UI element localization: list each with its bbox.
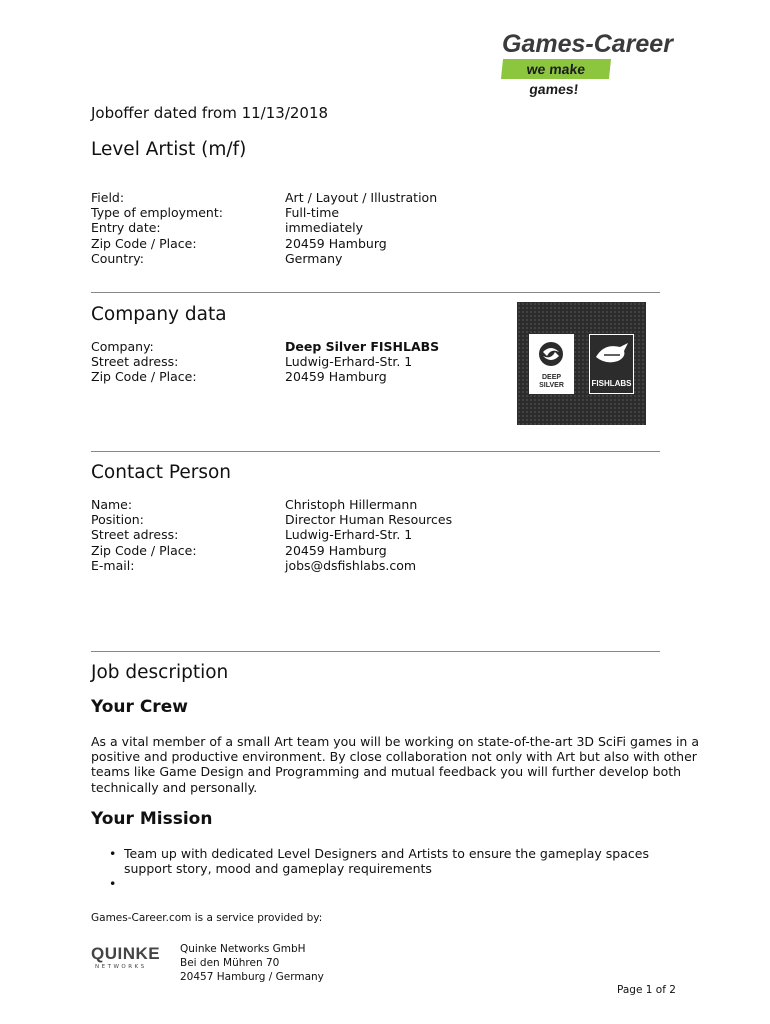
detail-label: Company: [91, 339, 154, 354]
bullet-icon: • [109, 846, 117, 861]
service-note: Games-Career.com is a service provided by: [91, 912, 323, 924]
games-career-logo [502, 30, 732, 97]
detail-value: Christoph Hillermann [285, 497, 418, 512]
shark-icon [590, 335, 633, 375]
detail-value: immediately [285, 220, 364, 236]
detail-value: Ludwig-Erhard-Str. 1 [285, 354, 413, 370]
job-details [91, 190, 437, 266]
detail-label: Zip Code / Place: [91, 369, 197, 385]
address-line: 20457 Hamburg / Germany [180, 971, 324, 983]
detail-row-employment [91, 205, 437, 220]
address-line: Bei den Mühren 70 [180, 957, 280, 969]
detail-value: 20459 Hamburg [285, 235, 387, 251]
detail-value: 20459 Hamburg [285, 369, 387, 385]
detail-label: Entry date: [91, 220, 161, 236]
quinke-logo-sub: NETWORKS [95, 964, 147, 970]
divider [91, 451, 660, 452]
logo-text-fishlabs: FISHLABS [591, 379, 632, 388]
list-item [91, 846, 691, 876]
detail-value: Full-time [285, 205, 340, 221]
detail-label: Country: [91, 250, 144, 266]
detail-value: Ludwig-Erhard-Str. 1 [285, 527, 413, 543]
quinke-logo [91, 944, 161, 970]
detail-row-field [91, 190, 437, 205]
contact-details [91, 497, 452, 573]
detail-label: E-mail: [91, 557, 135, 573]
contact-row-zip [91, 543, 452, 558]
bullet-icon: • [109, 876, 117, 892]
divider [91, 651, 660, 652]
divider [91, 292, 660, 293]
contact-section-title: Contact Person [91, 462, 232, 483]
company-logo [517, 302, 646, 425]
company-name: Deep Silver FISHLABS [285, 339, 440, 354]
mission-item-text: Team up with dedicated Level Designers and Artists to ensure the gameplay spaces support story, mood and gameplay requirements [124, 846, 649, 877]
brand-tagline: we make games! [501, 59, 611, 79]
detail-value: Germany [285, 250, 343, 266]
contact-row-street [91, 527, 452, 542]
deep-silver-logo [529, 334, 574, 394]
logo-text-deep: DEEP [541, 374, 562, 381]
fishlabs-logo [589, 334, 634, 394]
detail-label: Type of employment: [91, 205, 223, 221]
page-number: Page 1 of 2 [617, 984, 676, 996]
contact-row-position [91, 512, 452, 527]
company-row-name [91, 339, 439, 354]
mission-list [91, 846, 691, 892]
detail-row-country [91, 251, 437, 266]
detail-label: Street adress: [91, 354, 179, 370]
company-row-zip [91, 369, 439, 384]
detail-row-entry [91, 220, 437, 235]
address-line: Quinke Networks GmbH [180, 943, 306, 955]
detail-row-zip [91, 236, 437, 251]
contact-row-name [91, 497, 452, 512]
detail-value: Art / Layout / Illustration [285, 190, 438, 205]
logo-text-silver: SILVER [539, 382, 564, 389]
detail-label: Position: [91, 512, 144, 528]
company-row-street [91, 354, 439, 369]
quinke-logo-name: QUINKE [91, 944, 161, 963]
detail-value: 20459 Hamburg [285, 542, 387, 558]
offer-date: Joboffer dated from 11/13/2018 [91, 104, 329, 122]
description-section-title: Job description [91, 662, 229, 683]
contact-row-email [91, 558, 452, 573]
provider-address [180, 942, 324, 984]
job-title: Level Artist (m/f) [91, 139, 247, 160]
detail-label: Zip Code / Place: [91, 235, 197, 251]
brand-name: Games-Career [502, 30, 673, 58]
crew-title: Your Crew [91, 697, 188, 717]
company-details [91, 339, 439, 385]
company-section-title: Company data [91, 304, 227, 325]
detail-label: Zip Code / Place: [91, 542, 197, 558]
detail-label: Field: [91, 190, 125, 205]
detail-value: Director Human Resources [285, 512, 453, 528]
crew-text: As a vital member of a small Art team you will be working on state-of-the-art 3D SciFi games in a positive and productive environment. By close collaboration not only with Art but also with other teams like Game Design and Programming and mutual feedback you will further develop both technically and personally. [91, 734, 699, 795]
email-link[interactable]: jobs@dsfishlabs.com [285, 557, 417, 573]
mission-title: Your Mission [91, 809, 213, 829]
detail-label: Name: [91, 497, 133, 512]
detail-label: Street adress: [91, 527, 179, 543]
